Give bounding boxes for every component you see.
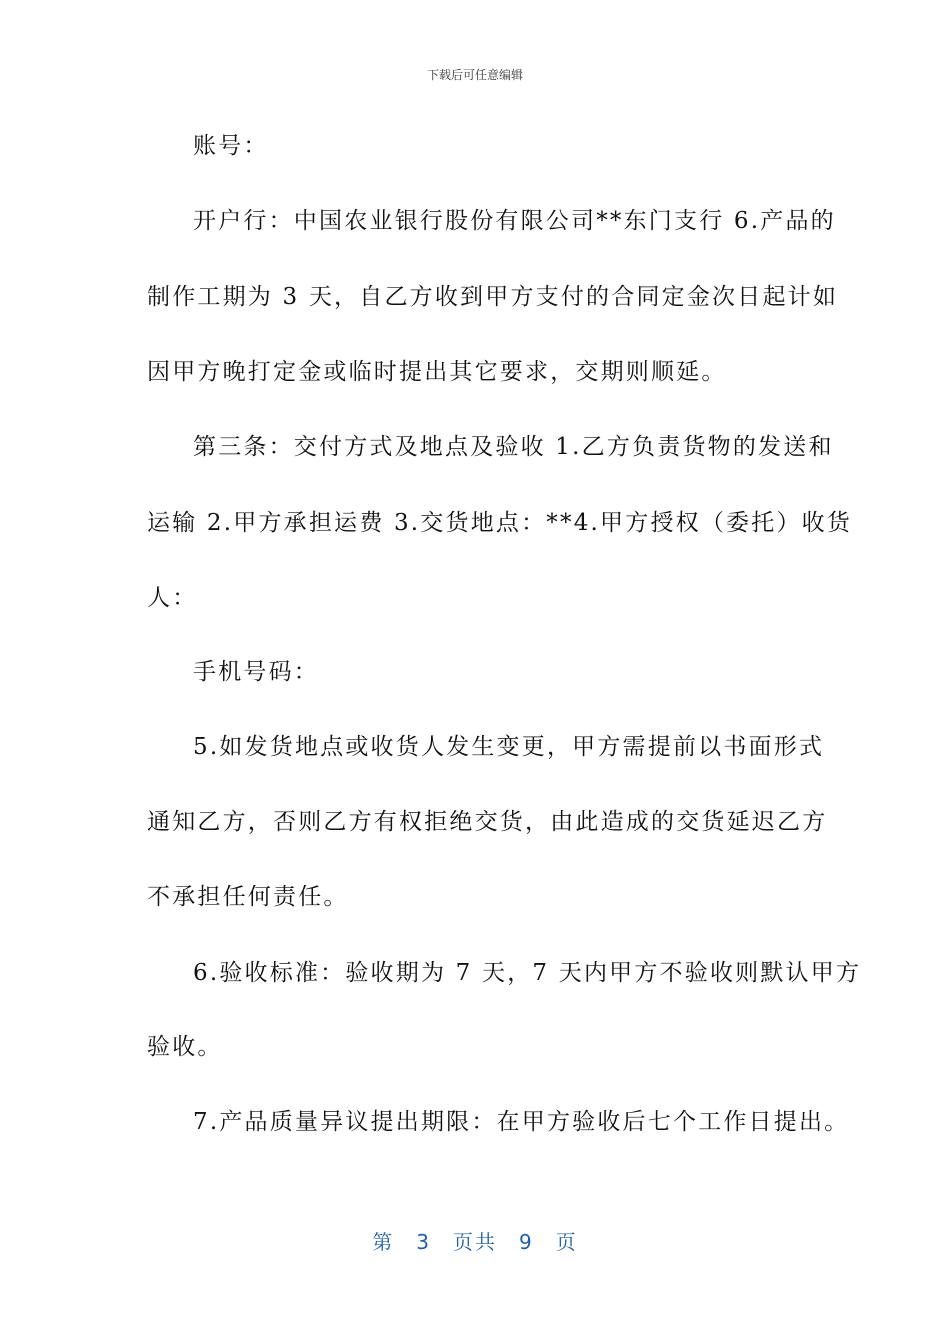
paragraph-line: 账号： <box>193 133 269 159</box>
paragraph-line: 开户行：中国农业银行股份有限公司**东门支行 6.产品的 <box>193 208 836 234</box>
total-pages-number: 9 <box>519 1230 534 1254</box>
paragraph-line: 手机号码： <box>193 659 319 685</box>
paragraph-line: 7.产品质量异议提出期限：在甲方验收后七个工作日提出。 <box>193 1109 850 1135</box>
paragraph-line: 第三条：交付方式及地点及验收 1.乙方负责货物的发送和 <box>193 434 834 460</box>
current-page-number: 3 <box>416 1230 431 1254</box>
footer-prefix: 第 <box>372 1230 395 1254</box>
paragraph-line: 人： <box>147 585 198 611</box>
page-number-footer <box>0 1226 950 1255</box>
paragraph-line: 5.如发货地点或收货人发生变更，甲方需提前以书面形式 <box>193 734 825 760</box>
paragraph-line: 运输 2.甲方承担运费 3.交货地点：**4.甲方授权（委托）收货 <box>147 510 853 536</box>
footer-suffix: 页 <box>555 1230 578 1254</box>
footer-middle: 页共 <box>453 1230 497 1254</box>
paragraph-line: 验收。 <box>147 1034 223 1060</box>
paragraph-line: 制作工期为 3 天，自乙方收到甲方支付的合同定金次日起计如 <box>147 284 839 310</box>
paragraph-line: 因甲方晚打定金或临时提出其它要求，交期则顺延。 <box>147 359 727 385</box>
paragraph-line: 6.验收标准：验收期为 7 天，7 天内甲方不验收则默认甲方 <box>193 960 862 986</box>
paragraph-line: 不承担任何责任。 <box>147 884 349 910</box>
page-header-note: 下载后可任意编辑 <box>426 68 523 82</box>
paragraph-line: 通知乙方，否则乙方有权拒绝交货，由此造成的交货延迟乙方 <box>147 809 828 835</box>
